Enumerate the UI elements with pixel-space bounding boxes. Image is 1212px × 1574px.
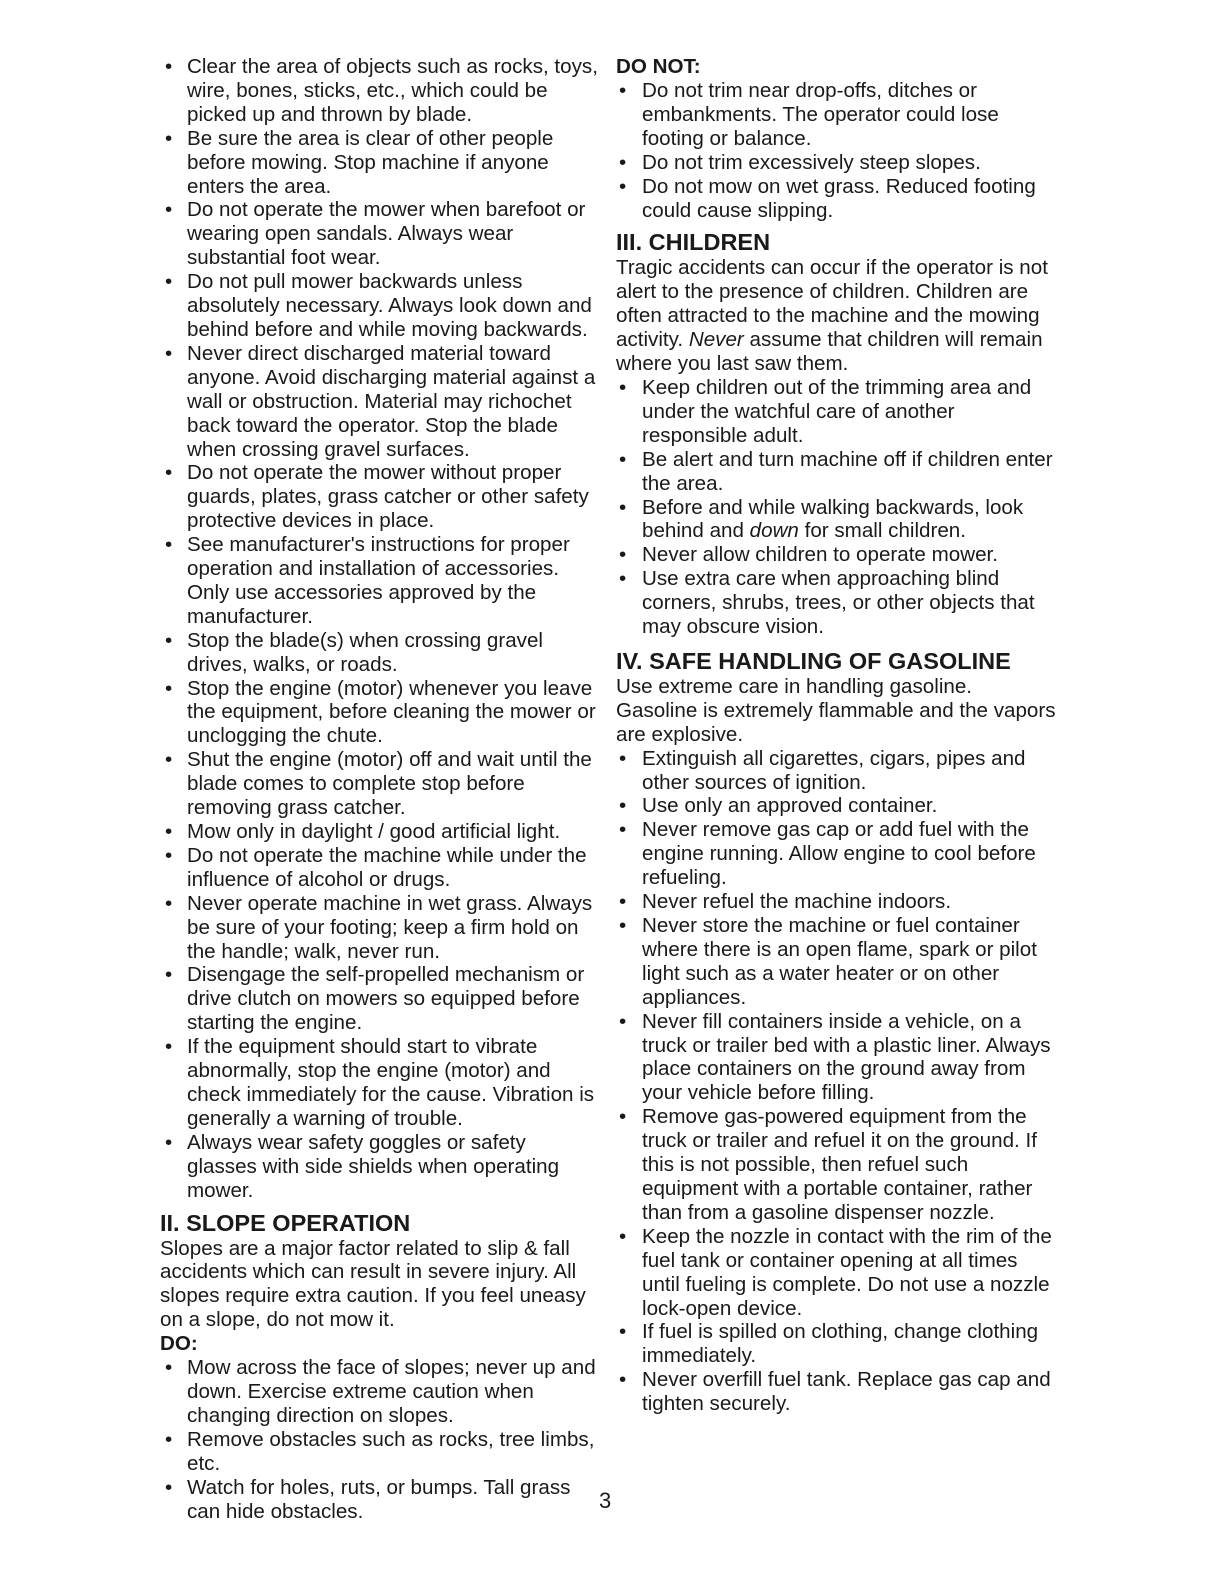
list-item: • Never operate machine in wet grass. Always be sure of your footing; keep a firm hold on the handle; walk, never run. <box>160 892 600 964</box>
list-item: • Do not operate the machine while under the influence of alcohol or drugs. <box>160 844 600 892</box>
list-item: • Shut the engine (motor) off and wait until the blade comes to complete stop before removing grass catcher. <box>160 748 600 820</box>
right-column <box>616 55 1056 1416</box>
list-item: • Never remove gas cap or add fuel with the engine running. Allow engine to cool before refueling. <box>616 818 1056 890</box>
list-item: • Do not operate the mower when barefoot or wearing open sandals. Always wear substantial foot wear. <box>160 198 600 270</box>
list-item-text: Before and while walking backwards, look behind and <box>642 495 1024 543</box>
list-item: • Watch for holes, ruts, or bumps. Tall grass can hide obstacles. <box>160 1476 600 1524</box>
children-intro-emphasis: Never <box>688 328 744 352</box>
list-item: • Do not operate the mower without proper guards, plates, grass catcher or other safety protective devices in place. <box>160 461 600 533</box>
list-item: • See manufacturer's instructions for proper operation and installation of accessories. Only use accessories approved by the manufacturer. <box>160 533 600 629</box>
list-item: • Be alert and turn machine off if children enter the area. <box>616 448 1056 496</box>
do-not-heading: DO NOT: <box>616 55 701 78</box>
list-item: • Do not trim excessively steep slopes. <box>616 151 1056 175</box>
list-item-emphasis: down <box>749 519 799 543</box>
list-item: • Do not trim near drop-offs, ditches or embankments. The operator could lose footing or balance. <box>616 79 1056 151</box>
list-item: • Stop the engine (motor) whenever you leave the equipment, before cleaning the mower or unclogging the chute. <box>160 677 600 749</box>
list-item-text-end: for small children. <box>798 519 966 543</box>
page-number: 3 <box>599 1488 612 1513</box>
list-item: • Clear the area of objects such as rocks, toys, wire, bones, sticks, etc., which could be picked up and thrown by blade. <box>160 55 600 127</box>
slope-operation-heading: II. SLOPE OPERATION <box>160 1209 411 1236</box>
list-item: • Always wear safety goggles or safety glasses with side shields when operating mower. <box>160 1131 600 1203</box>
list-item: • Use extra care when approaching blind corners, shrubs, trees, or other objects that may obscure vision. <box>616 567 1056 639</box>
list-item: • If fuel is spilled on clothing, change clothing immediately. <box>616 1320 1056 1368</box>
children-intro-text: Tragic accidents can occur if the operator is not alert to the presence of children. Children are often attracted to the machine and the mowing activity. <box>616 256 1048 352</box>
list-item: • Disengage the self-propelled mechanism or drive clutch on mowers so equipped before starting the engine. <box>160 963 600 1035</box>
do-heading: DO: <box>160 1332 198 1356</box>
list-item <box>616 496 1056 544</box>
list-item: • Remove obstacles such as rocks, tree limbs, etc. <box>160 1428 600 1476</box>
list-item: • If the equipment should start to vibrate abnormally, stop the engine (motor) and check immediately for the cause. Vibration is generally a warning of trouble. <box>160 1035 600 1131</box>
list-item: • Never refuel the machine indoors. <box>616 890 1056 914</box>
list-item: • Stop the blade(s) when crossing gravel drives, walks, or roads. <box>160 629 600 677</box>
list-item: • Never overfill fuel tank. Replace gas cap and tighten securely. <box>616 1368 1056 1416</box>
general-safety-list <box>160 55 600 1203</box>
list-item: • Remove gas-powered equipment from the truck or trailer and refuel it on the ground. If this is not possible, then refuel such equipment with a portable container, rather than from a gasoline dispenser nozzle. <box>616 1105 1056 1225</box>
list-item: • Be sure the area is clear of other people before mowing. Stop machine if anyone enters the area. <box>160 127 600 199</box>
gasoline-intro: Use extreme care in handling gasoline. Gasoline is extremely flammable and the vapors are explosive. <box>616 674 1056 746</box>
children-intro <box>616 256 1056 376</box>
list-item: • Do not mow on wet grass. Reduced footing could cause slipping. <box>616 175 1056 223</box>
list-item: • Mow only in daylight / good artificial light. <box>160 820 600 844</box>
left-column <box>160 55 600 1523</box>
list-item: • Keep the nozzle in contact with the rim of the fuel tank or container opening at all times until fueling is complete. Do not use a nozzle lock-open device. <box>616 1225 1056 1321</box>
list-item: • Never direct discharged material toward anyone. Avoid discharging material against a wall or obstruction. Material may richochet back toward the operator. Stop the blade when crossing gravel surfaces. <box>160 342 600 462</box>
list-item: • Never allow children to operate mower. <box>616 543 1056 567</box>
gasoline-list <box>616 747 1056 1416</box>
gasoline-heading: IV. SAFE HANDLING OF GASOLINE <box>616 647 1011 674</box>
children-intro-text-end: assume that children will remain where you last saw them. <box>616 328 1043 376</box>
list-item: • Never fill containers inside a vehicle, on a truck or trailer bed with a plastic liner. Always place containers on the ground away from your vehicle before filling. <box>616 1010 1056 1106</box>
list-item: • Use only an approved container. <box>616 794 1056 818</box>
children-list <box>616 376 1056 639</box>
list-item: • Extinguish all cigarettes, cigars, pipes and other sources of ignition. <box>616 747 1056 795</box>
list-item: • Do not pull mower backwards unless absolutely necessary. Always look down and behind before and while moving backwards. <box>160 270 600 342</box>
slope-intro: Slopes are a major factor related to slip & fall accidents which can result in severe injury. All slopes require extra caution. If you feel uneasy on a slope, do not mow it. <box>160 1236 586 1332</box>
slope-do-list <box>160 1356 600 1523</box>
slope-do-not-list <box>616 79 1056 222</box>
children-heading: III. CHILDREN <box>616 229 771 256</box>
list-item: • Keep children out of the trimming area and under the watchful care of another responsible adult. <box>616 376 1056 448</box>
list-item: • Never store the machine or fuel container where there is an open flame, spark or pilot light such as a water heater or on other appliances. <box>616 914 1056 1010</box>
list-item: • Mow across the face of slopes; never up and down. Exercise extreme caution when changing direction on slopes. <box>160 1356 600 1428</box>
